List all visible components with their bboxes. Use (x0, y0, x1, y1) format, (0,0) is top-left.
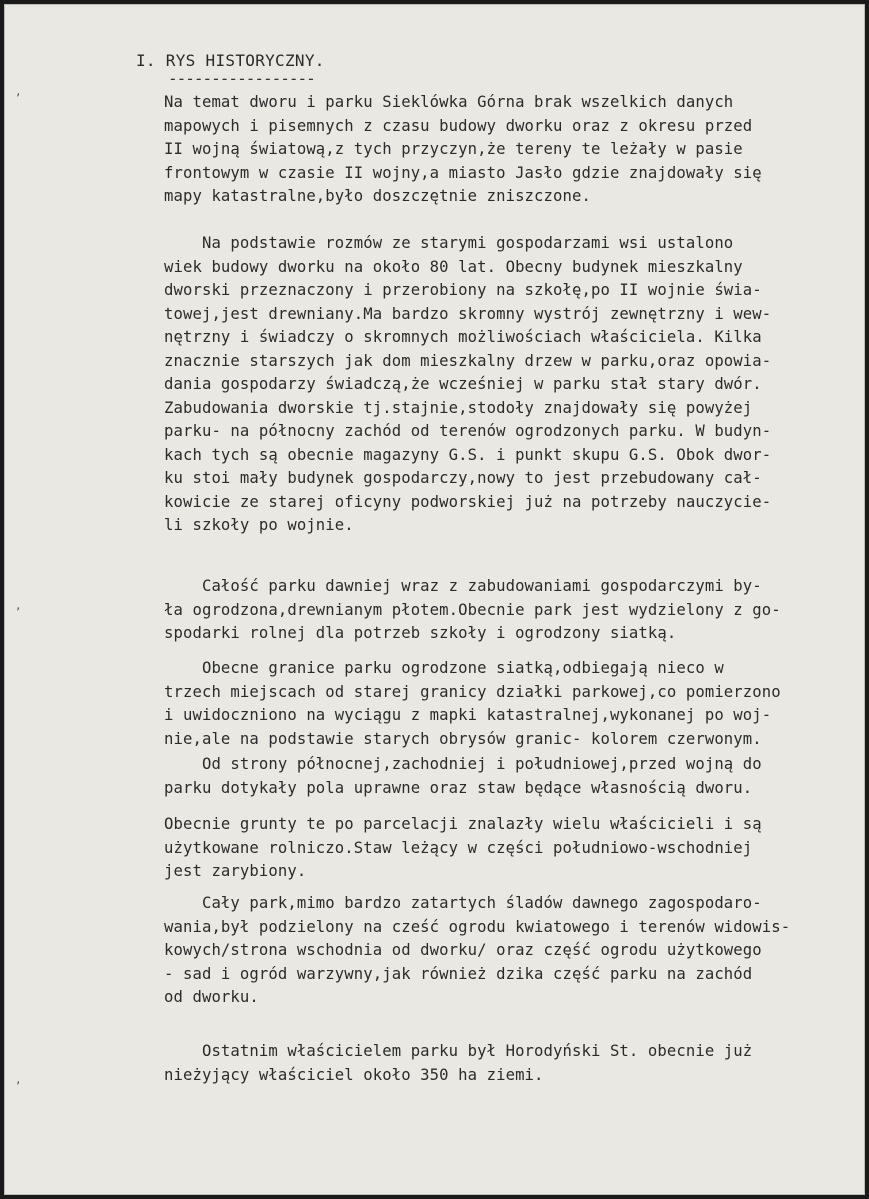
text-line: kach tych są obecnie magazyny G.S. i punkt skupu G.S. Obok dwor- (164, 445, 772, 464)
text-line: ku stoi mały budynek gospodarczy,nowy to jest przebudowany cał- (164, 469, 762, 487)
heading-underline: ----------------- (168, 69, 315, 88)
text-line: użytkowane rolniczo.Staw leżący w części południowo-wschodniej (164, 838, 753, 857)
text-line: nętrzny i świadczy o skromnych możliwościach właściciela. Kilka (164, 328, 762, 346)
text-line: spodarki rolnej dla potrzeb szkoły i ogrodzony siatką. (164, 624, 677, 642)
text-line: nie,ale na podstawie starych obrysów granic- kolorem czerwonym. (164, 729, 762, 748)
text-line: dworski przeznaczony i przerobiony na szkołę,po II wojnie świa- (164, 281, 762, 299)
text-line: Obecnie grunty te po parcelacji znalazły wielu właścicieli i są (164, 815, 762, 833)
text-line: parku dotykały pola uprawne oraz staw będące własnością dworu. (164, 778, 753, 797)
text-line: wania,był podzielony na cześć ogrodu kwiatowego i terenów widowis- (164, 917, 791, 936)
text-line: znacznie starszych jak dom mieszkalny drzew w parku,oraz opowia- (164, 351, 772, 370)
paragraph (164, 813, 844, 884)
text-line: i uwidoczniono na wyciągu z mapki katastralnej,wykonanej po woj- (164, 706, 772, 724)
paragraph (164, 575, 844, 646)
text-line: jest zarybiony. (164, 862, 307, 880)
document-page (4, 4, 865, 1195)
text-line: kowicie ze starej oficyny podworskiej już na potrzeby nauczycie- (164, 492, 772, 511)
margin-mark: ‚ (15, 85, 22, 98)
text-line: kowych/strona wschodnia od dworku/ oraz część ogrodu użytkowego (164, 941, 762, 959)
paragraph (164, 91, 844, 209)
text-line: od dworku. (164, 988, 259, 1006)
text-line: Cały park,mimo bardzo zatartych śladów dawnego zagospodaro- (164, 894, 762, 912)
text-line: nieżyjący właściciel około 350 ha ziemi. (164, 1065, 544, 1084)
margin-mark: ‚ (15, 599, 22, 612)
text-line: parku- na północny zachód od terenów ogrodzonych parku. W budyn- (164, 422, 772, 440)
text-line: dania gospodarzy świadczą,że wcześniej w parku stał stary dwór. (164, 375, 762, 393)
paragraph (164, 1040, 844, 1087)
text-line: frontowym w czasie II wojny,a miasto Jasło gdzie znajdowały się (164, 163, 762, 182)
text-line: - sad i ogród warzywny,jak również dzika część parku na zachód (164, 964, 753, 983)
paragraph (164, 232, 844, 538)
text-line: ła ogrodzona,drewnianym płotem.Obecnie park jest wydzielony z go- (164, 600, 781, 619)
section-heading: I. RYS HISTORYCZNY. (136, 51, 325, 70)
text-line: Na temat dworu i parku Sieklówka Górna brak wszelkich danych (164, 93, 734, 111)
text-line: mapy katastralne,było doszczętnie zniszczone. (164, 187, 591, 205)
text-line: Całość parku dawniej wraz z zabudowaniami gospodarczymi by- (164, 577, 762, 595)
text-line: Obecne granice parku ogrodzone siatką,odbiegają nieco w (164, 659, 724, 677)
text-line: trzech miejscach od starej granicy działki parkowej,co pomierzono (164, 682, 781, 701)
text-line: li szkoły po wojnie. (164, 516, 354, 534)
text-line: Ostatnim właścicielem parku był Horodyński St. obecnie już (164, 1042, 753, 1060)
paragraph (164, 753, 844, 800)
text-line: wiek budowy dworku na około 80 lat. Obecny budynek mieszkalny (164, 257, 743, 276)
margin-mark: ‚ (15, 1073, 22, 1086)
paragraph (164, 892, 844, 1010)
text-line: Od strony północnej,zachodniej i południowej,przed wojną do (164, 755, 762, 773)
text-line: Na podstawie rozmów ze starymi gospodarzami wsi ustalono (164, 234, 734, 252)
text-line: mapowych i pisemnych z czasu budowy dworku oraz z okresu przed (164, 116, 753, 135)
text-line: Zabudowania dworskie tj.stajnie,stodoły znajdowały się powyżej (164, 398, 753, 417)
text-line: towej,jest drewniany.Ma bardzo skromny wystrój zewnętrzny i wew- (164, 304, 772, 323)
paragraph (164, 657, 844, 751)
text-line: II wojną światową,z tych przyczyn,że tereny te leżały w pasie (164, 140, 743, 158)
